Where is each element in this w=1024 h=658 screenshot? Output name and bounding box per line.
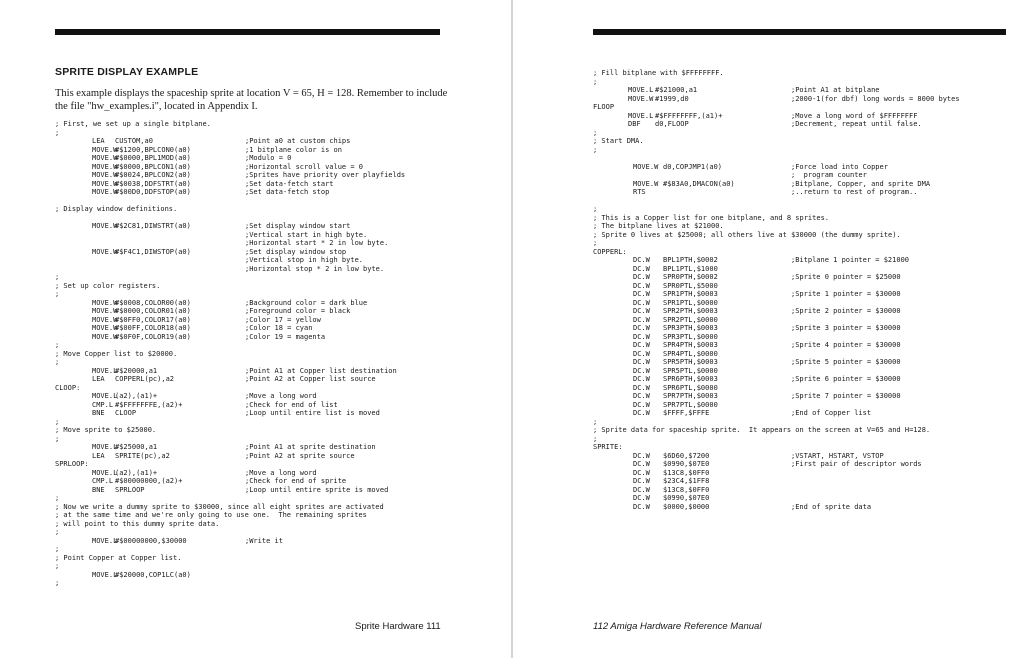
code-operand: #$0024,BPLCON2(a0)	[115, 171, 191, 179]
comment-text: ;	[55, 358, 60, 366]
comment-text: ;	[593, 77, 598, 86]
comment-text: ; Sprite 0 lives at $25000; all others live at $30000 (the dummy sprite).	[593, 230, 901, 239]
code-operand: d0,FLOOP	[655, 120, 689, 128]
page-top-rule	[593, 29, 1006, 35]
code-opcode: DC.W	[633, 264, 650, 273]
code-opcode: MOVE.W	[92, 188, 118, 196]
code-operand: SPRLOOP	[115, 485, 145, 494]
code-comment: ;Background color = dark blue	[245, 298, 368, 307]
code-operand: #$83A0,DMACON(a0)	[663, 179, 735, 188]
code-opcode: DC.W	[633, 324, 650, 332]
code-opcode: DC.W	[633, 298, 650, 307]
code-opcode: CMP.L	[92, 477, 114, 485]
comment-text: ; Move Copper list to $20000.	[55, 349, 178, 358]
code-opcode: MOVE.W	[628, 94, 654, 103]
code-opcode: CMP.L	[92, 400, 114, 409]
code-comment: ;Sprite 6 pointer = $30000	[791, 375, 901, 383]
code-opcode: DC.W	[633, 341, 650, 349]
comment-text: ;	[55, 341, 60, 349]
code-operand: #$0FF0,COLOR17(a0)	[115, 315, 191, 324]
code-operand: #$FFFFFFFF,(a1)+	[655, 111, 723, 120]
code-comment: ;Sprite 3 pointer = $30000	[791, 324, 901, 332]
code-comment: ;Bitplane, Copper, and sprite DMA	[791, 179, 931, 188]
code-comment: ;Sprite 0 pointer = $25000	[791, 273, 901, 281]
code-operand: SPR7PTH,$0003	[663, 392, 718, 400]
comment-text: ;	[55, 545, 60, 553]
code-comment: ;Point A1 at sprite destination	[245, 443, 376, 451]
code-opcode: DC.W	[633, 383, 650, 392]
code-operand: COPPERL(pc),a2	[115, 375, 175, 383]
code-operand: SPR0PTH,$0002	[663, 273, 718, 281]
code-opcode: MOVE.W	[92, 298, 118, 307]
code-comment: ;Point A2 at Copper list source	[245, 375, 376, 383]
code-operand: SPR0PTL,$5000	[663, 281, 718, 290]
comment-text: ;	[593, 434, 598, 443]
code-label: SPRLOOP:	[55, 460, 89, 468]
code-comment: ;1 bitplane color is on	[245, 145, 342, 154]
code-comment: ;Vertical stop in high byte.	[245, 256, 364, 264]
code-operand: SPR1PTH,$0003	[663, 290, 718, 298]
code-opcode: DC.W	[633, 358, 650, 366]
code-comment: ;Sprite 5 pointer = $30000	[791, 358, 901, 366]
code-opcode: MOVE.W	[92, 315, 118, 324]
comment-text: ; First, we set up a single bitplane.	[55, 120, 211, 128]
code-opcode: LEA	[92, 137, 105, 145]
comment-text: ;	[55, 494, 60, 502]
comment-text: ;	[55, 273, 60, 281]
code-comment: ;..return to rest of program..	[791, 188, 918, 196]
comment-text: ;	[593, 417, 598, 426]
code-comment: ;Decrement, repeat until false.	[791, 120, 922, 128]
code-operand: #$F4C1,DIWSTOP(a0)	[115, 247, 191, 256]
comment-text: ;	[55, 290, 60, 298]
code-opcode: DC.W	[633, 468, 650, 477]
code-opcode: LEA	[92, 451, 105, 460]
comment-text: ; This is a Copper list for one bitplane, and 8 sprites.	[593, 213, 830, 222]
code-comment: ;Loop until entire list is moved	[245, 409, 380, 417]
code-label: SPRITE:	[593, 443, 623, 451]
code-opcode: MOVE.W	[92, 247, 118, 256]
code-label: FLOOP	[593, 103, 615, 111]
code-operand: SPR4PTL,$0000	[663, 349, 718, 358]
code-comment: ;Check for end of list	[245, 400, 338, 409]
code-comment: ;Sprite 7 pointer = $30000	[791, 392, 901, 400]
code-comment: ;First pair of descriptor words	[791, 460, 922, 468]
code-opcode: MOVE.W	[92, 145, 118, 154]
code-opcode: MOVE.W	[92, 179, 118, 188]
code-label: COPPERL:	[593, 247, 627, 256]
code-comment: ;End of Copper list	[791, 409, 872, 417]
code-opcode: DC.W	[633, 366, 650, 375]
code-operand: d0,COPJMP1(a0)	[663, 162, 723, 171]
code-operand: $13C8,$0FF0	[663, 468, 710, 477]
comment-text: ; Display window definitions.	[55, 205, 178, 213]
code-operand: SPR6PTH,$0003	[663, 375, 718, 383]
code-opcode: DBF	[628, 120, 641, 128]
comment-text: ;	[593, 128, 598, 137]
code-opcode: MOVE.W	[92, 222, 118, 230]
code-operand: $0000,$0000	[663, 502, 710, 511]
code-comment: ;End of sprite data	[791, 502, 872, 511]
code-opcode: DC.W	[633, 477, 650, 485]
comment-text: ;	[55, 434, 60, 443]
code-operand: CLOOP	[115, 409, 137, 417]
code-comment: ;Move a long word of $FFFFFFFF	[791, 111, 918, 120]
page-top-rule	[55, 29, 440, 35]
code-operand: SPR5PTL,$0000	[663, 366, 718, 375]
code-opcode: DC.W	[633, 315, 650, 324]
code-operand: #$0000,BPLCON1(a0)	[115, 162, 191, 171]
code-operand: SPR7PTL,$0000	[663, 400, 718, 409]
comment-text: ;	[55, 128, 60, 137]
code-opcode: MOVE.L	[628, 86, 654, 94]
code-opcode: DC.W	[633, 349, 650, 358]
code-opcode: DC.W	[633, 460, 650, 468]
comment-text: ; Sprite data for spaceship sprite. It appears on the screen at V=65 and H=128.	[593, 426, 931, 434]
code-opcode: DC.W	[633, 332, 650, 341]
section-heading: SPRITE DISPLAY EXAMPLE	[55, 66, 199, 78]
code-opcode: MOVE.W	[92, 171, 118, 179]
code-comment: ; program counter	[791, 171, 867, 179]
code-operand: SPRITE(pc),a2	[115, 451, 170, 460]
code-opcode: MOVE.W	[92, 324, 118, 332]
code-operand: #$25000,a1	[115, 443, 158, 451]
code-operand: #$20000,COP1LC(a0)	[115, 570, 191, 579]
code-opcode: DC.W	[633, 494, 650, 502]
code-opcode: DC.W	[633, 485, 650, 494]
code-comment: ;Color 18 = cyan	[245, 324, 313, 332]
code-comment: ;2000-1(for dbf) long words = 8000 bytes	[791, 94, 960, 103]
page-folio: Sprite Hardware 111	[355, 621, 441, 632]
code-operand: SPR2PTL,$0000	[663, 315, 718, 324]
comment-text: ; Point Copper at Copper list.	[55, 553, 182, 562]
comment-text: ; will point to this dummy sprite data.	[55, 519, 220, 528]
code-comment: ;Set display window stop	[245, 247, 347, 256]
code-comment: ;Point A1 at Copper list destination	[245, 366, 397, 375]
code-opcode: MOVE.W	[92, 307, 118, 315]
comment-text: ; The bitplane lives at $21000.	[593, 222, 724, 230]
code-comment: ;Foreground color = black	[245, 307, 351, 315]
comment-text: ; Start DMA.	[593, 137, 644, 145]
code-operand: (a2),(a1)+	[115, 468, 158, 477]
code-comment: ;Modulo = 0	[245, 154, 292, 162]
code-operand: SPR3PTL,$0000	[663, 332, 718, 341]
code-operand: #$00FF,COLOR18(a0)	[115, 324, 191, 332]
code-operand: SPR3PTH,$0003	[663, 324, 718, 332]
code-operand: #$0F0F,COLOR19(a0)	[115, 332, 191, 341]
code-opcode: DC.W	[633, 273, 650, 281]
code-operand: SPR2PTH,$0003	[663, 307, 718, 315]
left-page	[0, 0, 511, 658]
code-comment: ;Point A2 at sprite source	[245, 451, 355, 460]
code-opcode: MOVE.W	[92, 154, 118, 162]
code-comment: ;Color 19 = magenta	[245, 332, 326, 341]
comment-text: ; Set up color registers.	[55, 281, 161, 290]
code-operand: CUSTOM,a0	[115, 137, 153, 145]
comment-text: ; at the same time and we're only going to use one. The remaining sprites	[55, 511, 367, 519]
code-comment: ;Sprites have priority over playfields	[245, 171, 406, 179]
code-operand: #$0038,DDFSTRT(a0)	[115, 179, 191, 188]
code-opcode: BNE	[92, 485, 105, 494]
comment-text: ;	[55, 528, 60, 536]
code-operand: SPR1PTL,$0000	[663, 298, 718, 307]
code-operand: $0990,$07E0	[663, 494, 710, 502]
code-operand: #1999,d0	[655, 94, 689, 103]
code-comment: ;Point A1 at bitplane	[791, 86, 880, 94]
code-operand: #$00D0,DDFSTOP(a0)	[115, 188, 191, 196]
code-opcode: MOVE.L	[628, 111, 654, 120]
code-opcode: DC.W	[633, 307, 650, 315]
code-comment: ;Set data-fetch stop	[245, 188, 330, 196]
comment-text: ; Move sprite to $25000.	[55, 426, 157, 434]
code-opcode: MOVE.W	[92, 162, 118, 171]
right-page	[513, 0, 1024, 658]
code-comment: ;Sprite 2 pointer = $30000	[791, 307, 901, 315]
code-operand: #$00000000,(a2)+	[115, 477, 183, 485]
code-comment: ;Horizontal stop * 2 in low byte.	[245, 264, 385, 273]
code-operand: #$2C81,DIWSTRT(a0)	[115, 222, 191, 230]
code-opcode: MOVE.L	[92, 392, 118, 400]
code-operand: #$0000,COLOR01(a0)	[115, 307, 191, 315]
code-comment: ;Vertical start in high byte.	[245, 230, 368, 239]
code-operand: $13C8,$0FF0	[663, 485, 710, 494]
code-operand: SPR6PTL,$0000	[663, 383, 718, 392]
code-opcode: DC.W	[633, 451, 650, 460]
code-comment: ;Color 17 = yellow	[245, 315, 321, 324]
comment-text: ;	[55, 417, 60, 426]
code-opcode: DC.W	[633, 256, 650, 264]
code-opcode: DC.W	[633, 502, 650, 511]
code-comment: ;Check for end of sprite	[245, 477, 347, 485]
code-comment: ;Sprite 4 pointer = $30000	[791, 341, 901, 349]
code-operand: #$1200,BPLCON0(a0)	[115, 145, 191, 154]
comment-text: ;	[593, 145, 598, 154]
code-operand: #$0008,COLOR00(a0)	[115, 298, 191, 307]
comment-text: ; Now we write a dummy sprite to $30000, since all eight sprites are activated	[55, 502, 384, 511]
comment-text: ;	[593, 205, 598, 213]
code-label: CLOOP:	[55, 383, 81, 392]
code-comment: ;Set display window start	[245, 222, 351, 230]
code-opcode: DC.W	[633, 400, 650, 409]
code-operand: $0990,$07E0	[663, 460, 710, 468]
code-operand: $23C4,$1FF8	[663, 477, 710, 485]
code-operand: $6D60,$7200	[663, 451, 710, 460]
code-operand: #$0000,BPL1MOD(a0)	[115, 154, 191, 162]
code-operand: $FFFF,$FFFE	[663, 409, 710, 417]
code-comment: ;Write it	[245, 536, 283, 545]
code-operand: BPL1PTH,$0002	[663, 256, 718, 264]
code-comment: ;Horizontal start * 2 in low byte.	[245, 239, 389, 247]
code-comment: ;Horizontal scroll value = 0	[245, 162, 364, 171]
code-comment: ;Loop until entire sprite is moved	[245, 485, 389, 494]
code-comment: ;Force load into Copper	[791, 162, 888, 171]
code-opcode: LEA	[92, 375, 105, 383]
code-opcode: DC.W	[633, 409, 650, 417]
code-opcode: DC.W	[633, 392, 650, 400]
code-comment: ;VSTART, HSTART, VSTOP	[791, 451, 884, 460]
code-opcode: MOVE.W	[92, 332, 118, 341]
code-operand: SPR5PTH,$0003	[663, 358, 718, 366]
code-comment: ;Move a long word	[245, 392, 317, 400]
intro-paragraph: This example displays the spaceship sprite at location V = 65, H = 128. Remember to include the file "hw_examples.i", located in Appendix I.	[55, 88, 448, 112]
code-opcode: MOVE.W	[633, 179, 659, 188]
code-operand: #$20000,a1	[115, 366, 158, 375]
code-opcode: MOVE.L	[92, 536, 118, 545]
page-folio: 112 Amiga Hardware Reference Manual	[593, 621, 762, 632]
code-opcode: DC.W	[633, 290, 650, 298]
code-operand: (a2),(a1)+	[115, 392, 158, 400]
code-opcode: BNE	[92, 409, 105, 417]
code-operand: SPR4PTH,$0003	[663, 341, 718, 349]
comment-text: ;	[55, 579, 60, 587]
code-operand: #$00000000,$30000	[115, 536, 187, 545]
code-opcode: DC.W	[633, 375, 650, 383]
code-comment: ;Point a0 at custom chips	[245, 137, 351, 145]
code-comment: ;Bitplane 1 pointer = $21000	[791, 256, 910, 264]
code-opcode: MOVE.L	[92, 570, 118, 579]
code-operand: #$FFFFFFFE,(a2)+	[115, 400, 183, 409]
code-opcode: RTS	[633, 188, 646, 196]
code-opcode: MOVE.W	[633, 162, 659, 171]
code-operand: BPL1PTL,$1000	[663, 264, 718, 273]
code-operand: #$21000,a1	[655, 86, 698, 94]
code-opcode: MOVE.L	[92, 443, 118, 451]
code-opcode: MOVE.L	[92, 366, 118, 375]
code-comment: ;Move a long word	[245, 468, 317, 477]
code-comment: ;Sprite 1 pointer = $30000	[791, 290, 901, 298]
comment-text: ; Fill bitplane with $FFFFFFFF.	[593, 69, 724, 77]
code-opcode: MOVE.L	[92, 468, 118, 477]
code-opcode: DC.W	[633, 281, 650, 290]
comment-text: ;	[593, 239, 598, 247]
comment-text: ;	[55, 562, 60, 570]
code-comment: ;Set data-fetch start	[245, 179, 334, 188]
